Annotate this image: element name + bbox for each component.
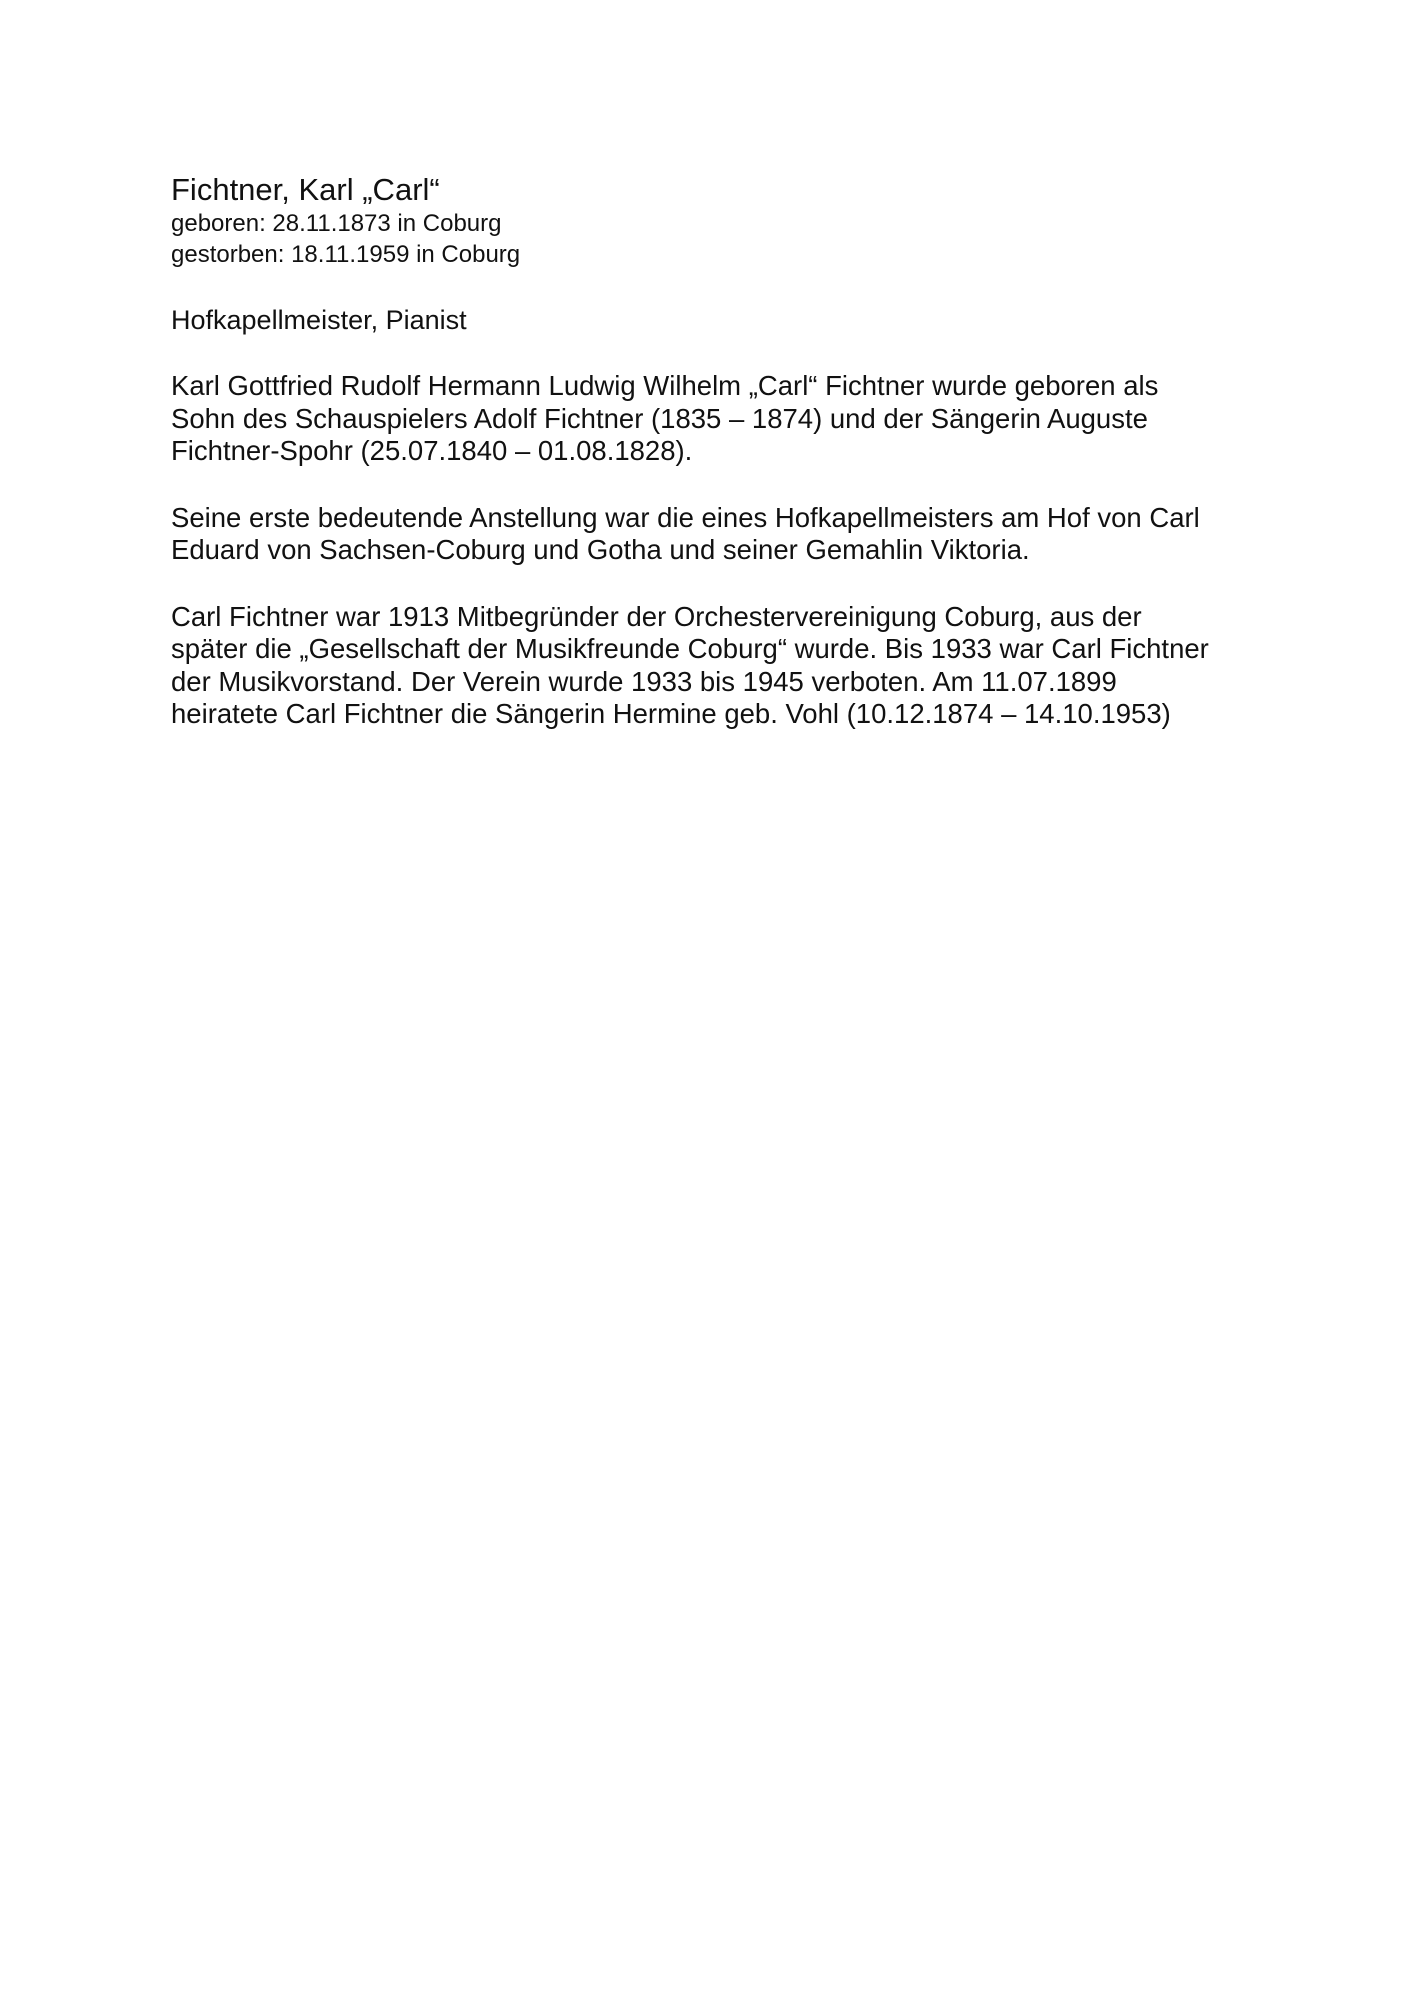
paragraph-line: heiratete Carl Fichtner die Sängerin Hermine geb. Vohl (10.12.1874 – 14.10.1953) (171, 698, 1171, 729)
paragraph-line: Seine erste bedeutende Anstellung war die eines Hofkapellmeisters am Hof von Carl (171, 501, 1200, 533)
paragraph-line: der Musikvorstand. Der Verein wurde 1933 bis 1945 verboten. Am 11.07.1899 (171, 665, 1117, 697)
paragraph-origin (171, 370, 1281, 468)
birth-info: geboren: 28.11.1873 in Coburg (171, 210, 502, 237)
paragraph-line: Carl Fichtner war 1913 Mitbegründer der Orchestervereinigung Coburg, aus der (171, 600, 1142, 632)
death-info: gestorben: 18.11.1959 in Coburg (171, 241, 521, 268)
profession: Hofkapellmeister, Pianist (171, 305, 467, 335)
paragraph-line: später die „Gesellschaft der Musikfreunde Coburg“ wurde. Bis 1933 war Carl Fichtner (171, 633, 1209, 664)
page-title: Fichtner, Karl „Carl“ (171, 172, 440, 207)
paragraph-career (171, 502, 1281, 567)
paragraph-orchestra (171, 601, 1281, 731)
paragraph-line: Fichtner-Spohr (25.07.1840 – 01.08.1828). (171, 435, 693, 466)
paragraph-line: Sohn des Schauspielers Adolf Fichtner (1835 – 1874) und der Sängerin Auguste (171, 402, 1148, 434)
paragraph-line: Eduard von Sachsen-Coburg und Gotha und seiner Gemahlin Viktoria. (171, 534, 1030, 565)
document-content (171, 172, 1281, 731)
paragraph-line: Karl Gottfried Rudolf Hermann Ludwig Wilhelm „Carl“ Fichtner wurde geboren als (171, 370, 1159, 401)
